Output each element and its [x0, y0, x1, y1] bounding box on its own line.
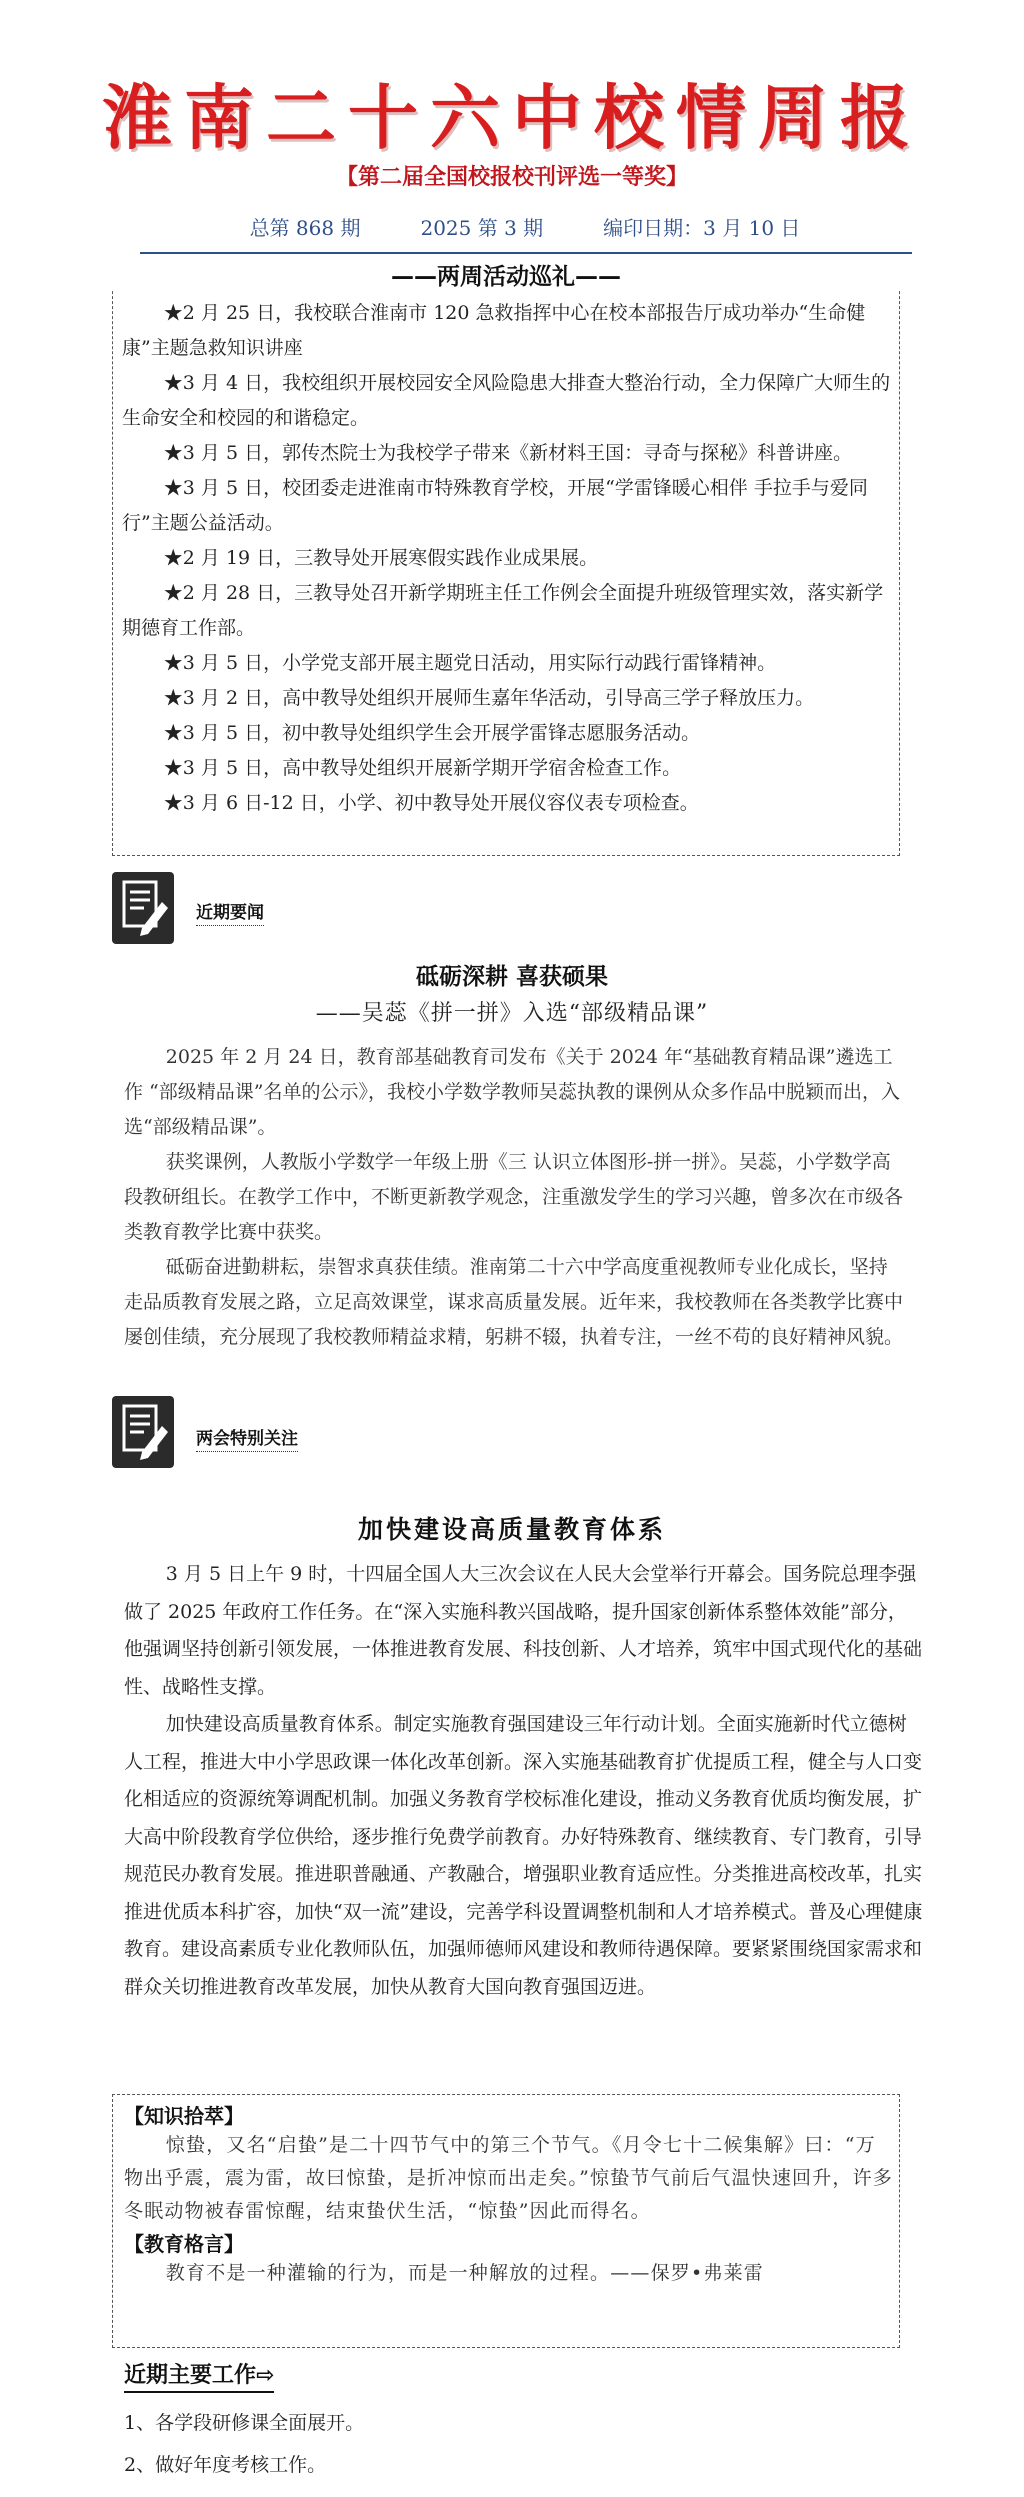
event-item: ★3 月 4 日，我校组织开展校园安全风险隐患大排查大整治行动，全力保障广大师生的生命安全和校园的和谐稳定。: [122, 372, 891, 429]
newspaper-title: 淮南二十六中校情周报: [102, 77, 922, 159]
print-date: 编印日期：3 月 10 日: [603, 216, 801, 240]
event-item: ★3 月 5 日，初中教导处组织学生会开展学雷锋志愿服务活动。: [163, 722, 701, 744]
news-article: [124, 1040, 904, 1355]
event-item: ★2 月 19 日，三教导处开展寒假实践作业成果展。: [163, 547, 599, 569]
news-section-label: 近期要闻: [196, 898, 264, 926]
document-pen-icon: [112, 1396, 174, 1468]
issue-info: [140, 212, 910, 241]
events-title: ——两周活动巡礼——: [112, 258, 900, 291]
event-item: ★3 月 2 日，高中教导处组织开展师生嘉年华活动，引导高三学子释放压力。: [163, 687, 815, 709]
lianghui-section-label: 两会特别关注: [196, 1424, 298, 1452]
event-item: ★3 月 5 日，郭传杰院士为我校学子带来《新材料王国：寻奇与探秘》科普讲座。: [163, 442, 853, 464]
news-paragraph: 2025 年 2 月 24 日，教育部基础教育司发布《关于 2024 年“基础教育精品课”遴选工作 “部级精品课”名单的公示》，我校小学数学教师吴蕊执教的课例从众多作品中脱颖而出，入选“部级精品课”。: [124, 1046, 900, 1138]
event-item: ★2 月 28 日，三教导处召开新学期班主任工作例会全面提升班级管理实效，落实新学期德育工作部。: [122, 582, 884, 639]
lianghui-paragraph: 加快建设高质量教育体系。制定实施教育强国建设三年行动计划。全面实施新时代立德树人工程，推进大中小学思政课一体化改革创新。深入实施基础教育扩优提质工程，健全与人口变化相适应的资源统筹调配机制。加强义务教育学校标准化建设，推动义务教育优质均衡发展，扩大高中阶段教育学位供给，逐步推行免费学前教育。办好特殊教育、继续教育、专门教育，引导规范民办教育发展。推进职普融通、产教融合，增强职业教育适应性。分类推进高校改革，扎实推进优质本科扩容，加快“双一流”建设，完善学科设置调整机制和人才培养模式。普及心理健康教育。建设高素质专业化教师队伍，加强师德师风建设和教师待遇保障。要紧紧围绕国家需求和群众关切推进教育改革发展，加快从教育大国向教育强国迈进。: [124, 1713, 923, 1998]
news-headline: 砥砺深耕 喜获硕果: [415, 964, 608, 990]
issue-total: 总第 868 期: [249, 216, 361, 240]
work-list: [124, 2402, 364, 2486]
work-item: 2、做好年度考核工作。: [124, 2454, 327, 2476]
knowledge-heading: 【知识拾萃】: [124, 2104, 244, 2128]
lianghui-paragraph: 3 月 5 日上午 9 时，十四届全国人大三次会议在人民大会堂举行开幕会。国务院总理李强做了 2025 年政府工作任务。在“深入实施科教兴国战略，提升国家创新体系整体效能”部分，他强调坚持创新引领发展，一体推进教育发展、科技创新、人才培养，筑牢中国式现代化的基础性、战略性支撑。: [124, 1563, 923, 1698]
news-paragraph: 砥砺奋进勤耕耘，崇智求真获佳绩。淮南第二十六中学高度重视教师专业化成长，坚持走品质教育发展之路，立足高效课堂，谋求高质量发展。近年来，我校教师在各类教学比赛中屡创佳绩，充分展现了我校教师精益求精，躬耕不辍，执着专注，一丝不苟的良好精神风貌。: [124, 1256, 904, 1348]
event-item: ★3 月 6 日-12 日，小学、初中教导处开展仪容仪表专项检查。: [163, 792, 699, 814]
lianghui-article: [124, 1556, 924, 2006]
award-line: 【第二届全国校报校刊评选一等奖】: [335, 165, 688, 190]
knowledge-text: 惊蛰，又名“启蛰”是二十四节气中的第三个节气。《月令七十二候集解》曰：“万物出乎震，震为雷，故曰惊蛰，是折冲惊而出走矣。”惊蛰节气前后气温快速回升，许多冬眠动物被春雷惊醒，结束蛰伏生活，“惊蛰”因此而得名。: [124, 2134, 894, 2222]
event-item: ★3 月 5 日，小学党支部开展主题党日活动，用实际行动践行雷锋精神。: [163, 652, 777, 674]
work-heading: 近期主要工作⇨: [124, 2358, 274, 2393]
work-item: 1、各学段研修课全面展开。: [124, 2412, 365, 2434]
document-pen-icon: [112, 872, 174, 944]
event-item: ★3 月 5 日，校团委走进淮南市特殊教育学校，开展“学雷锋暖心相伴 手拉手与爱同行”主题公益活动。: [122, 477, 868, 534]
motto-heading: 【教育格言】: [124, 2232, 244, 2256]
event-item: ★3 月 5 日，高中教导处组织开展新学期开学宿舍检查工作。: [163, 757, 682, 779]
lianghui-headline: 加快建设高质量教育体系: [357, 1515, 666, 1544]
news-subheadline: ——吴蕊《拼一拼》入选“部级精品课”: [315, 1001, 709, 1026]
issue-year: 2025 第 3 期: [420, 216, 544, 240]
news-paragraph: 获奖课例，人教版小学数学一年级上册《三 认识立体图形-拼一拼》。吴蕊，小学数学高段教研组长。在教学工作中，不断更新教学观念，注重激发学生的学习兴趣，曾多次在市级各类教育教学比赛中获奖。: [124, 1151, 904, 1243]
motto-text: 教育不是一种灌输的行为，而是一种解放的过程。——保罗•弗莱雷: [165, 2262, 765, 2284]
events-list: [122, 296, 892, 821]
knowledge-content: [124, 2100, 894, 2290]
masthead-divider: [140, 252, 912, 254]
event-item: ★2 月 25 日，我校联合淮南市 120 急救指挥中心在校本部报告厅成功举办“生命健康”主题急救知识讲座: [122, 302, 866, 359]
